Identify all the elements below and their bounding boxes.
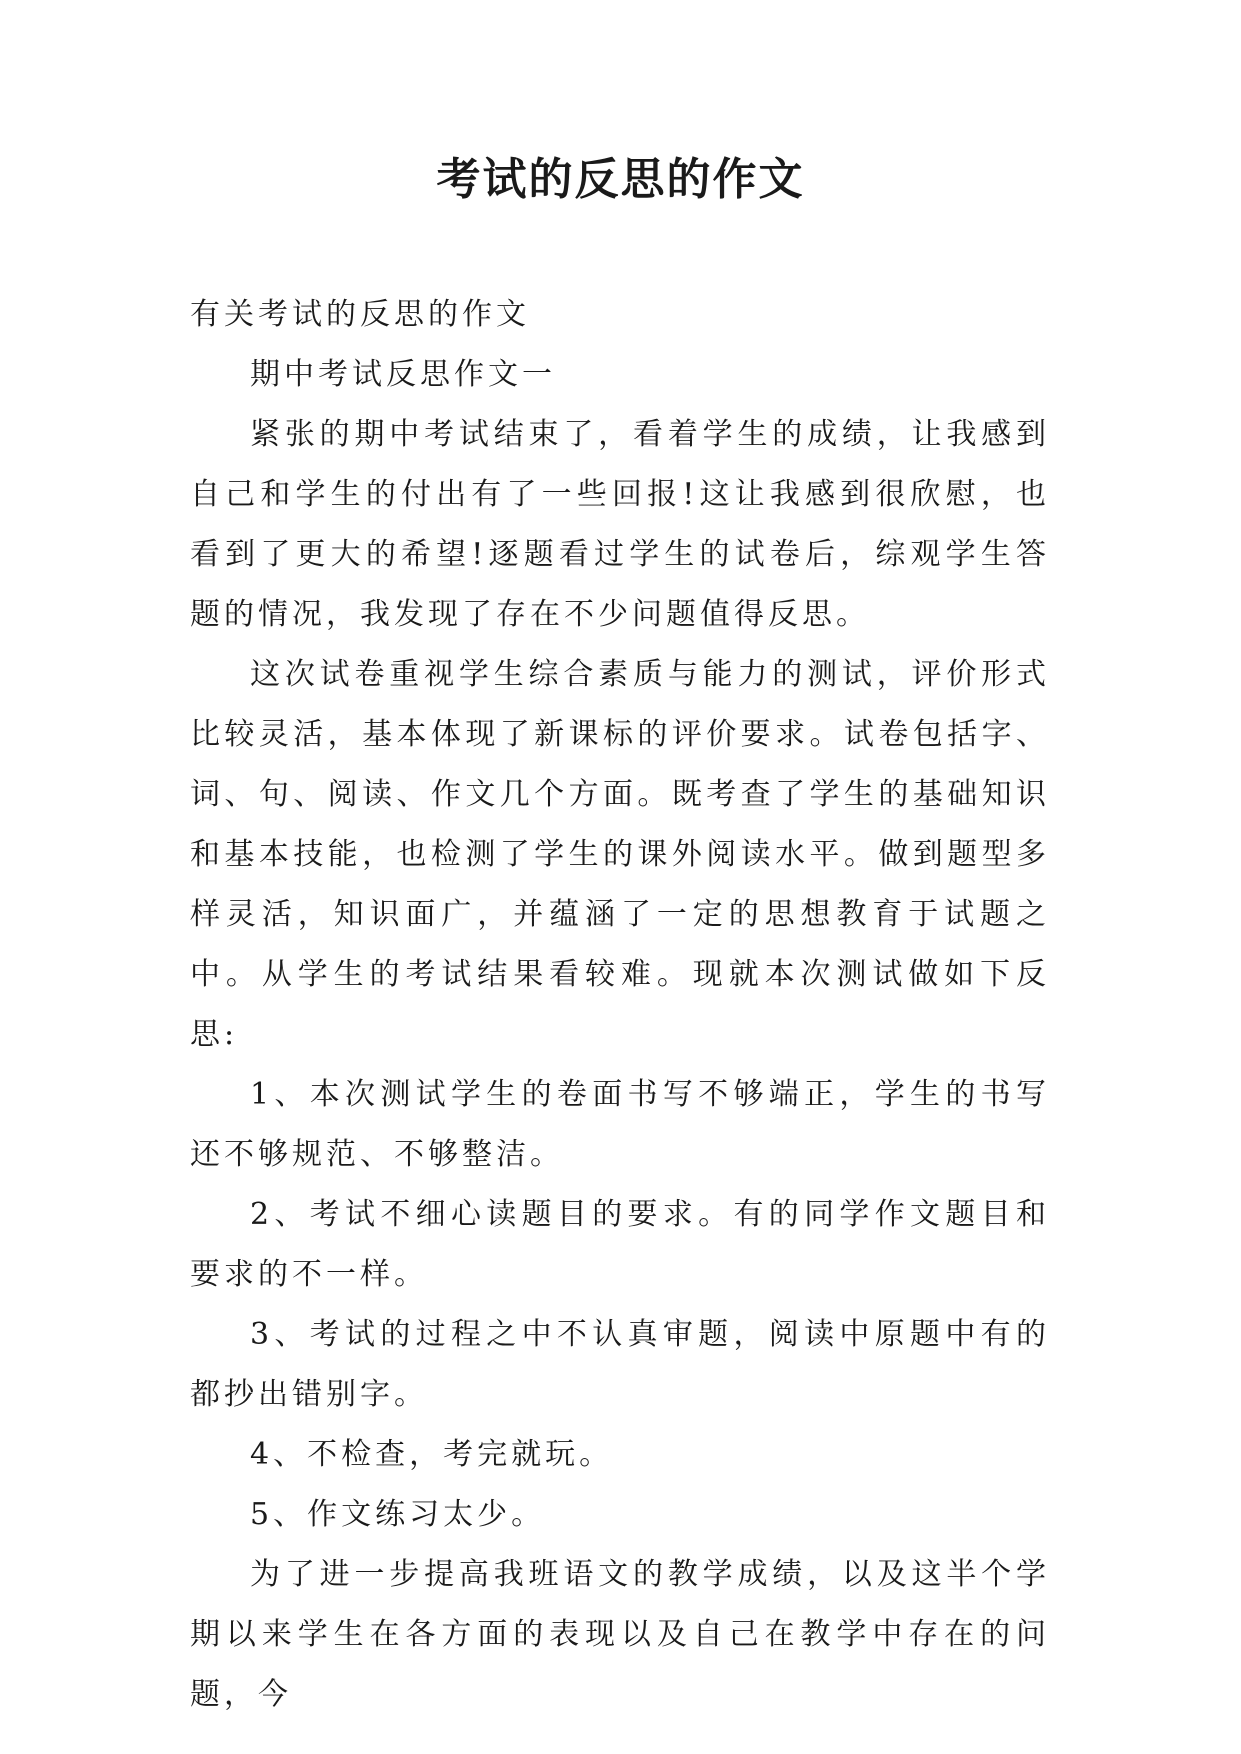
- list-item: 4、不检查，考完就玩。: [250, 1437, 614, 1472]
- list-item: 3、考试的过程之中不认真审题，阅读中原题中有的都抄出错别字。: [190, 1317, 1050, 1412]
- paragraph: 这次试卷重视学生综合素质与能力的测试，评价形式比较灵活，基本体现了新课标的评价要求。试卷包括字、词、句、阅读、作文几个方面。既考查了学生的基础知识和基本技能，也检测了学生的课外阅读水平。做到题型多样灵活，知识面广，并蕴涵了一定的思想教育于试题之中。从学生的考试结果看较难。现就本次测试做如下反思:: [190, 657, 1050, 1052]
- document-title: 考试的反思的作文: [436, 154, 805, 205]
- section-heading: 期中考试反思作文一: [250, 357, 556, 392]
- paragraph: 为了进一步提高我班语文的教学成绩，以及这半个学期以来学生在各方面的表现以及自己在教学中存在的问题，今: [190, 1557, 1050, 1712]
- document-subtitle: 有关考试的反思的作文: [190, 297, 530, 332]
- paragraph: 紧张的期中考试结束了，看着学生的成绩，让我感到自己和学生的付出有了一些回报!这让我感到很欣慰，也看到了更大的希望!逐题看过学生的试卷后，综观学生答题的情况，我发现了存在不少问题值得反思。: [190, 417, 1050, 632]
- list-item: 1、本次测试学生的卷面书写不够端正，学生的书写还不够规范、不够整洁。: [190, 1077, 1050, 1172]
- list-item: 2、考试不细心读题目的要求。有的同学作文题目和要求的不一样。: [190, 1197, 1050, 1292]
- document-body: [190, 285, 1050, 1725]
- list-item: 5、作文练习太少。: [250, 1497, 546, 1532]
